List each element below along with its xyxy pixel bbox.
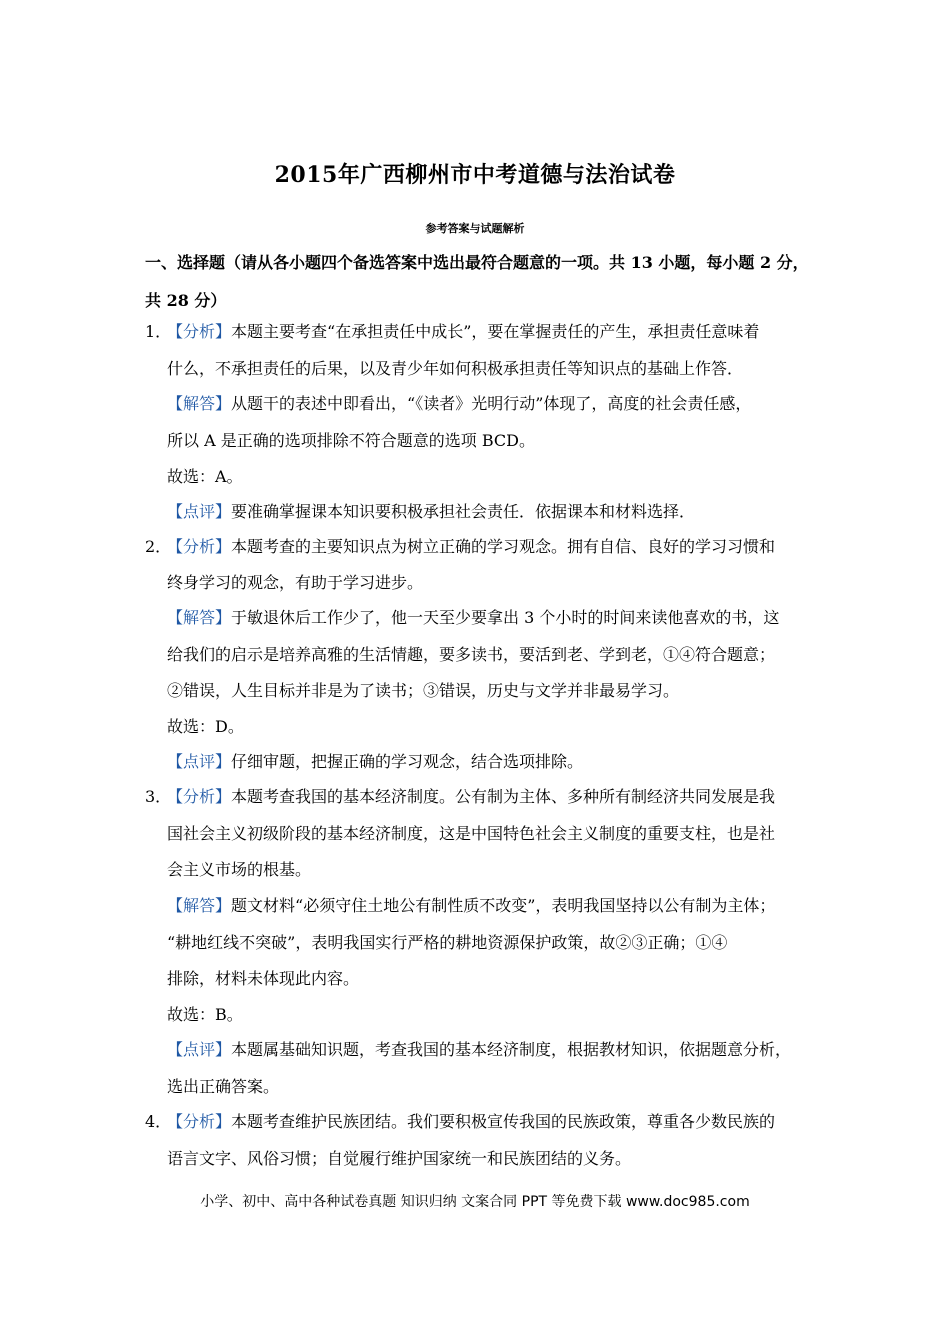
page-subtitle: 参考答案与试题解析 [425,222,525,235]
section-heading-line-1: 一、选择题（请从各小题四个备选答案中选出最符合题意的一项。共 13 小题，每小题 2 分， [145,253,809,272]
answer-tag: 【解答】 [167,896,232,915]
question-number: 2． [145,537,172,556]
analysis-line: 语言文字、风俗习惯；自觉履行维护国家统一和民族团结的义务。 [167,1149,632,1168]
comment-tag: 【点评】 [167,752,232,771]
question-number: 4． [145,1112,172,1131]
answer-line: 排除，材料未体现此内容。 [167,969,360,988]
answer-line: 【解答】于敏退休后工作少了，他一天至少要拿出 3 个小时的时间来读他喜欢的书，这 [167,608,780,627]
analysis-line: 【分析】本题考查我国的基本经济制度。公有制为主体、多种所有制经济共同发展是我 [167,787,776,806]
analysis-tag: 【分析】 [167,322,232,341]
choice-line: 故选：B。 [167,1005,243,1024]
comment-line: 【点评】仔细审题，把握正确的学习观念，结合选项排除。 [167,752,584,771]
analysis-line: 【分析】本题考查的主要知识点为树立正确的学习观念。拥有自信、良好的学习习惯和 [167,537,776,556]
page-title: 2015年广西柳州市中考道德与法治试卷 [274,162,676,188]
analysis-line: 【分析】本题主要考查“在承担责任中成长”，要在掌握责任的产生，承担责任意味着 [167,322,760,341]
answer-line: “耕地红线不突破”，表明我国实行严格的耕地资源保护政策，故②③正确；①④ [167,933,728,952]
analysis-tag: 【分析】 [167,1112,232,1131]
question-number: 1． [145,322,172,341]
analysis-line: 终身学习的观念，有助于学习进步。 [167,573,424,592]
answer-line: 【解答】题文材料“必须守住土地公有制性质不改变”，表明我国坚持以公有制为主体； [167,896,776,915]
choice-line: 故选：D。 [167,717,244,736]
analysis-line: 什么，不承担责任的后果，以及青少年如何积极承担责任等知识点的基础上作答． [167,359,744,378]
analysis-tag: 【分析】 [167,537,232,556]
answer-tag: 【解答】 [167,608,232,627]
analysis-line: 【分析】本题考查维护民族团结。我们要积极宣传我国的民族政策，尊重各少数民族的 [167,1112,776,1131]
comment-tag: 【点评】 [167,1040,232,1059]
answer-line: 给我们的启示是培养高雅的生活情趣，要多读书，要活到老、学到老，①④符合题意； [167,645,776,664]
section-heading-line-2: 共 28 分） [145,291,227,310]
answer-line: 所以 A 是正确的选项排除不符合题意的选项 BCD。 [167,431,535,450]
analysis-tag: 【分析】 [167,787,232,806]
comment-line: 选出正确答案。 [167,1077,280,1096]
analysis-line: 国社会主义初级阶段的基本经济制度，这是中国特色社会主义制度的重要支柱，也是社 [167,824,776,843]
choice-line: 故选：A。 [167,467,243,486]
question-number: 3． [145,787,172,806]
analysis-line: 会主义市场的根基。 [167,860,312,879]
page-footer: 小学、初中、高中各种试卷真题 知识归纳 文案合同 PPT 等免费下载 www.doc985.com [200,1194,750,1210]
answer-tag: 【解答】 [167,394,232,413]
comment-line: 【点评】本题属基础知识题，考查我国的基本经济制度，根据教材知识，依据题意分析， [167,1040,792,1059]
comment-tag: 【点评】 [167,502,232,521]
answer-line: ②错误，人生目标并非是为了读书；③错误，历史与文学并非最易学习。 [167,681,680,700]
comment-line: 【点评】要准确掌握课本知识要积极承担社会责任．依据课本和材料选择． [167,502,696,521]
answer-line: 【解答】从题干的表述中即看出，“《读者》光明行动”体现了，高度的社会责任感， [167,394,752,413]
